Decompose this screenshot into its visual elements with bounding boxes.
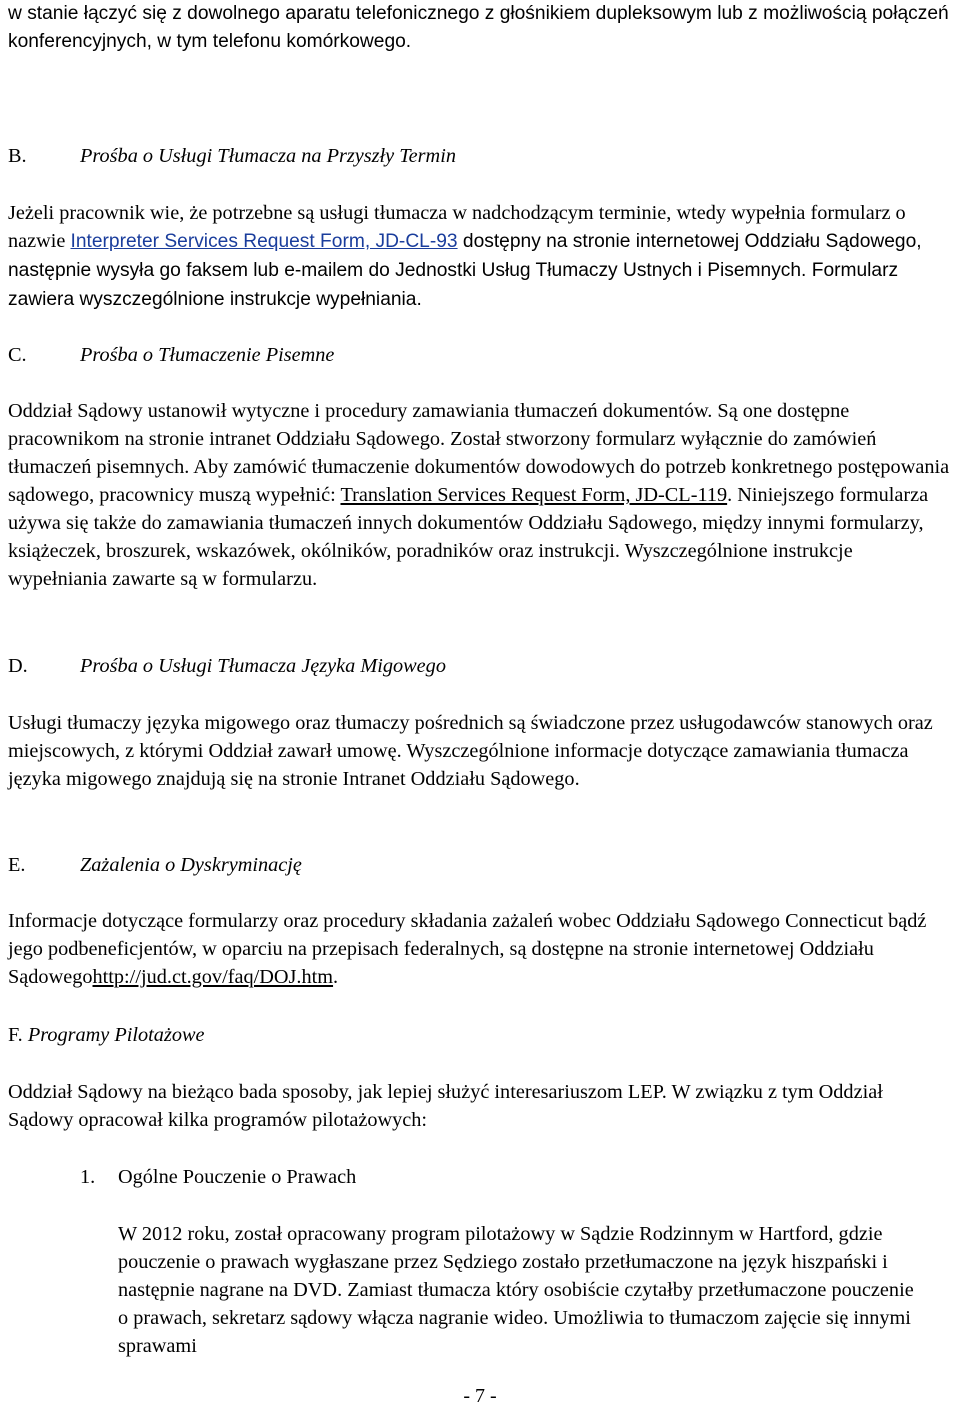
section-d-letter: D. <box>8 655 28 677</box>
section-f-paragraph: Oddział Sądowy na bieżąco bada sposoby, jak lepiej służyć interesariuszom LEP. W związku z tym Oddział Sądowy opracował kilka programów pilotażowych: <box>8 1081 883 1131</box>
section-f-heading <box>8 1021 205 1049</box>
section-b-paragraph: Jeżeli pracownik wie, że potrzebne są usługi tłumacza w nadchodzącym terminie, wtedy wypełnia formularz o nazwie Interpreter Services Request Form, JD-CL-93 dostępny na stronie internetowej Oddziału Sądowego, następnie wysyła go faksem lub e-mailem do Jednostki Usług Tłumaczy Ustnych i Pisemnych. Formularz zawiera wyszczególnione instrukcje wypełniania. <box>8 202 922 310</box>
section-e-paragraph: Informacje dotyczące formularzy oraz procedury składania zażaleń wobec Oddziału Sądowego Connecticut bądź jego podbeneficjentów, w oparciu na przepisach federalnych, są dostępne na stronie internetowej Oddziału Sądowegohttp://jud.ct.gov/faq/DOJ.htm. <box>8 910 927 988</box>
section-e-letter: E. <box>8 854 26 876</box>
section-c-paragraph: Oddział Sądowy ustanowił wytyczne i procedury zamawiania tłumaczeń dokumentów. Są one dostępne pracownikom na stronie intranet Oddziału Sądowego. Został stworzony formularz wyłącznie do zamówień tłumaczeń pisemnych. Aby zamówić tłumaczenie dokumentów dowodowych do potrzeb konkretnego postępowania sądowego, pracownicy muszą wypełnić: Translation Services Request Form, JD-CL-119. Niniejszego formularza używa się także do zamawiania tłumaczeń innych dokumentów Oddziału Sądowego, między innymi formularzy, książeczek, broszurek, wskazówek, okólników, poradników oraz instrukcji. Wyszczególnione instrukcje wypełniania zawarte są w formularzu. <box>8 400 950 590</box>
doj-faq-link[interactable]: http://jud.ct.gov/faq/DOJ.htm <box>92 966 334 988</box>
interpreter-form-link[interactable]: Interpreter Services Request Form, JD-CL-93 <box>70 231 458 252</box>
section-e-heading <box>8 851 302 879</box>
pilot-item-number: 1. <box>80 1166 96 1188</box>
section-d-paragraph: Usługi tłumaczy języka migowego oraz tłumaczy pośrednich są świadczone przez usługodawców stanowych oraz miejscowych, z którymi Oddział zawarł umowę. Wyszczególnione informacje dotyczące zamawiania tłumacza języka migowego znajdują się na stronie Intranet Oddziału Sądowego. <box>8 712 933 790</box>
section-d-heading <box>8 652 446 680</box>
section-c-heading <box>8 341 334 369</box>
section-d-title: Prośba o Usługi Tłumacza Języka Migowego <box>80 655 446 677</box>
section-e-title: Zażalenia o Dyskryminację <box>80 854 302 876</box>
translation-form-link[interactable]: Translation Services Request Form, JD-CL-119 <box>340 484 728 506</box>
page-number: - 7 - <box>463 1385 497 1407</box>
section-f-title: Programy Pilotażowe <box>27 1024 205 1046</box>
section-c-title: Prośba o Tłumaczenie Pisemne <box>80 344 335 366</box>
intro-paragraph: w stanie łączyć się z dowolnego aparatu telefonicznego z głośnikiem dupleksowym lub z możliwością połączeń konferencyjnych, w tym telefonu komórkowego. <box>8 3 949 52</box>
section-b-letter: B. <box>8 145 27 167</box>
section-c-letter: C. <box>8 344 27 366</box>
pilot-item-title: Ogólne Pouczenie o Prawach <box>118 1166 357 1188</box>
pilot-item-heading <box>80 1163 356 1191</box>
pilot-item-paragraph: W 2012 roku, został opracowany program pilotażowy w Sądzie Rodzinnym w Hartford, gdzie pouczenie o prawach wygłaszane przez Sędziego zostało przetłumaczone na język hiszpański i następnie nagrane na DVD. Zamiast tłumacza który osobiście czytałby przetłumaczone pouczenie o prawach, sekretarz sądowy włącza nagranie wideo. Umożliwia to tłumaczom zajęcie się innymi sprawami <box>118 1223 914 1357</box>
section-f-letter: F. <box>8 1024 23 1046</box>
section-b-heading <box>8 142 456 170</box>
section-b-title: Prośba o Usługi Tłumacza na Przyszły Termin <box>80 145 456 167</box>
